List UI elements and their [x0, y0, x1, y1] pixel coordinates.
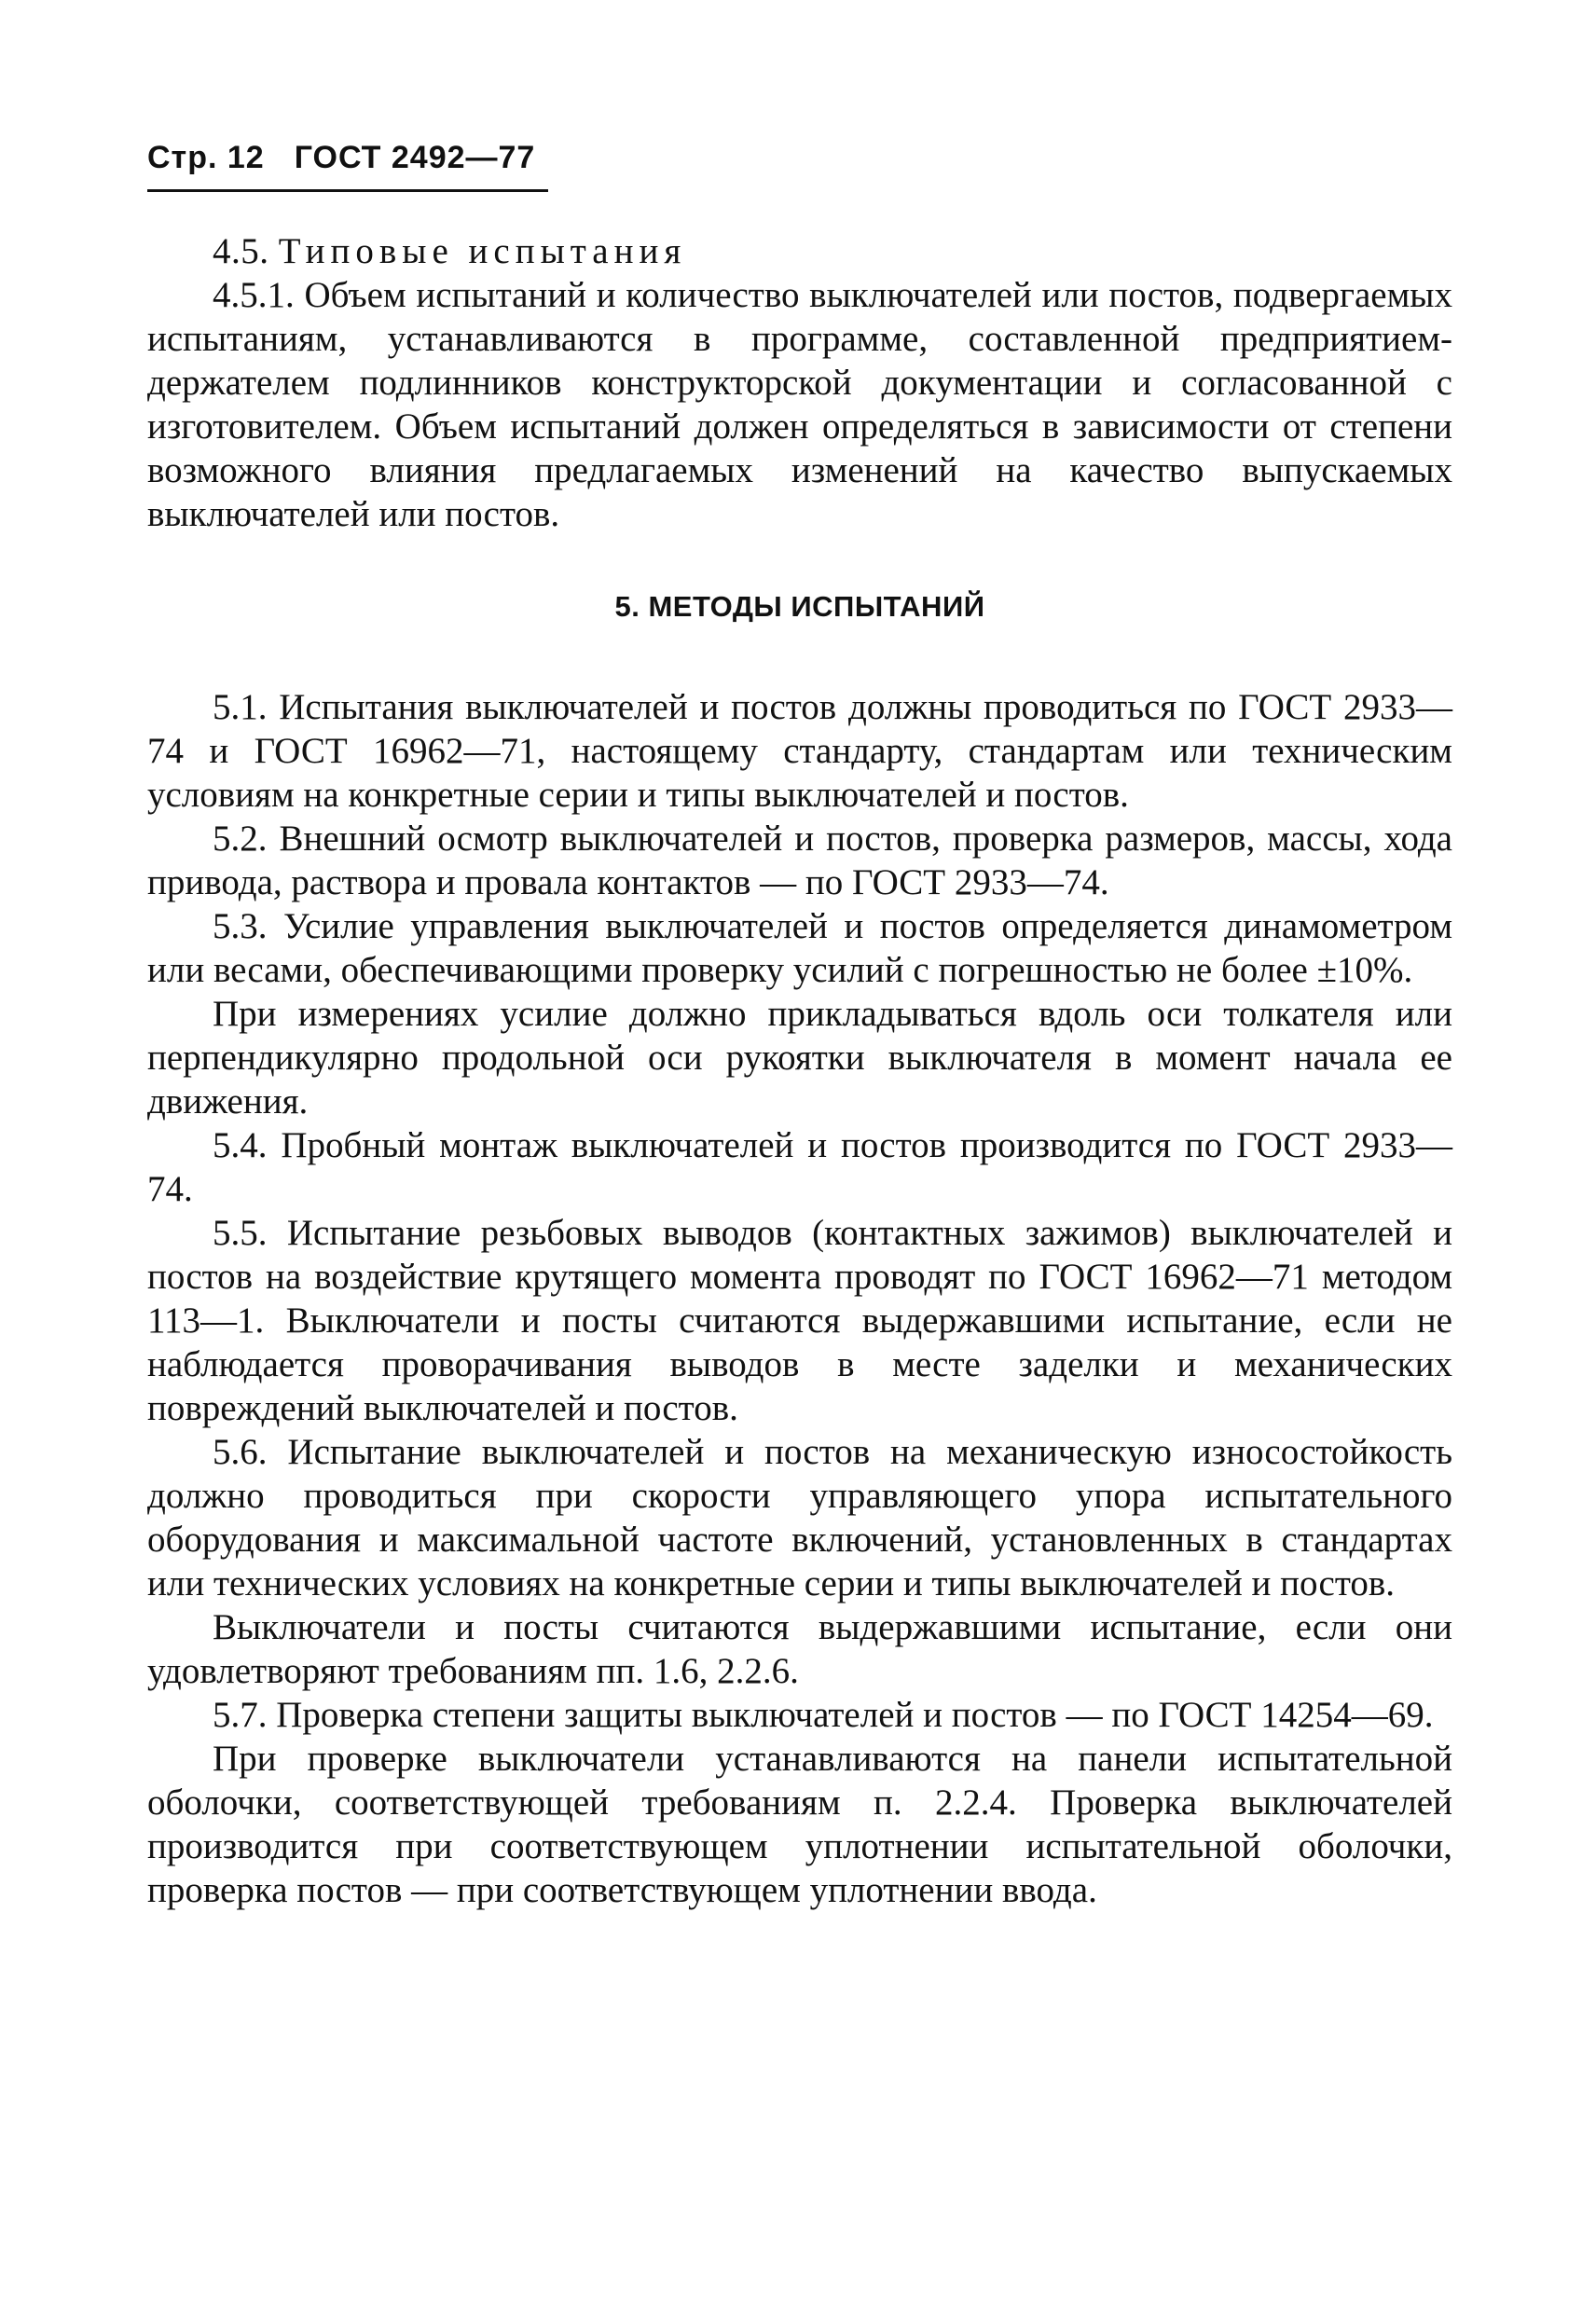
subsection-number: 4.5.: [213, 231, 269, 271]
paragraph-5-1: 5.1. Испытания выключателей и постов должны проводиться по ГОСТ 2933—74 и ГОСТ 16962—71, настоящему стандарту, стандартам или техническим условиям на конкретные серии и типы выключателей и постов.: [147, 687, 1452, 815]
paragraph-5-6: 5.6. Испытание выключателей и постов на механическую износостойкость должно проводиться при скорости управляющего упора испытательного оборудования и максимальной частоте включений, установленных в стандартах или технических условиях на конкретные серии и типы выключателей и постов.: [147, 1432, 1452, 1603]
subsection-heading: [213, 229, 1452, 273]
paragraph-5-3-note: При измерениях усилие должно прикладываться вдоль оси толкателя или перпендикулярно продольной оси рукоятки выключателя в момент начала ее движения.: [147, 994, 1452, 1122]
paragraph-5-2: 5.2. Внешний осмотр выключателей и постов, проверка размеров, массы, хода привода, раствора и провала контактов — по ГОСТ 2933—74.: [147, 819, 1452, 902]
header-rule: [147, 189, 548, 192]
paragraph-5-7-note: При проверке выключатели устанавливаются на панели испытательной оболочки, соответствующей требованиям п. 2.2.4. Проверка выключателей производится при соответствующем уплотнении испытательной оболочки, проверка постов — при соответствующем уплотнении ввода.: [147, 1739, 1452, 1910]
paragraph-5-3: 5.3. Усилие управления выключателей и постов определяется динамометром или весами, обеспечивающими проверку усилий с погрешностью не более ±10%.: [147, 906, 1452, 990]
subsection-title: Типовые испытания: [278, 231, 687, 271]
section-title: 5. МЕТОДЫ ИСПЫТАНИЙ: [614, 590, 985, 623]
paragraph-5-7: 5.7. Проверка степени защиты выключателей и постов — по ГОСТ 14254—69.: [213, 1695, 1434, 1735]
paragraph-4-5-1: 4.5.1. Объем испытаний и количество выключателей или постов, подвергаемых испытаниям, устанавливаются в программе, составленной предприятием-держателем подлинников конструкторской документации и согласованной с изготовителем. Объем испытаний должен определяться в зависимости от степени возможного влияния предлагаемых изменений на качество выпускаемых выключателей или постов.: [147, 275, 1452, 534]
paragraph-5-4: 5.4. Пробный монтаж выключателей и постов производится по ГОСТ 2933—74.: [147, 1125, 1452, 1209]
paragraph-5-5: 5.5. Испытание резьбовых выводов (контактных зажимов) выключателей и постов на воздействие крутящего момента проводят по ГОСТ 16962—71 методом 113—1. Выключатели и посты считаются выдержавшими испытание, если не наблюдается проворачивания выводов в месте заделки и механических повреждений выключателей и постов.: [147, 1213, 1452, 1428]
paragraph-5-6-note: Выключатели и посты считаются выдержавшими испытание, если они удовлетворяют требованиям пп. 1.6, 2.2.6.: [147, 1607, 1452, 1691]
document-page: [147, 140, 1452, 1912]
standard-designation: ГОСТ 2492—77: [294, 140, 536, 175]
running-head: [147, 140, 1452, 192]
page-label: Стр. 12: [147, 140, 265, 175]
